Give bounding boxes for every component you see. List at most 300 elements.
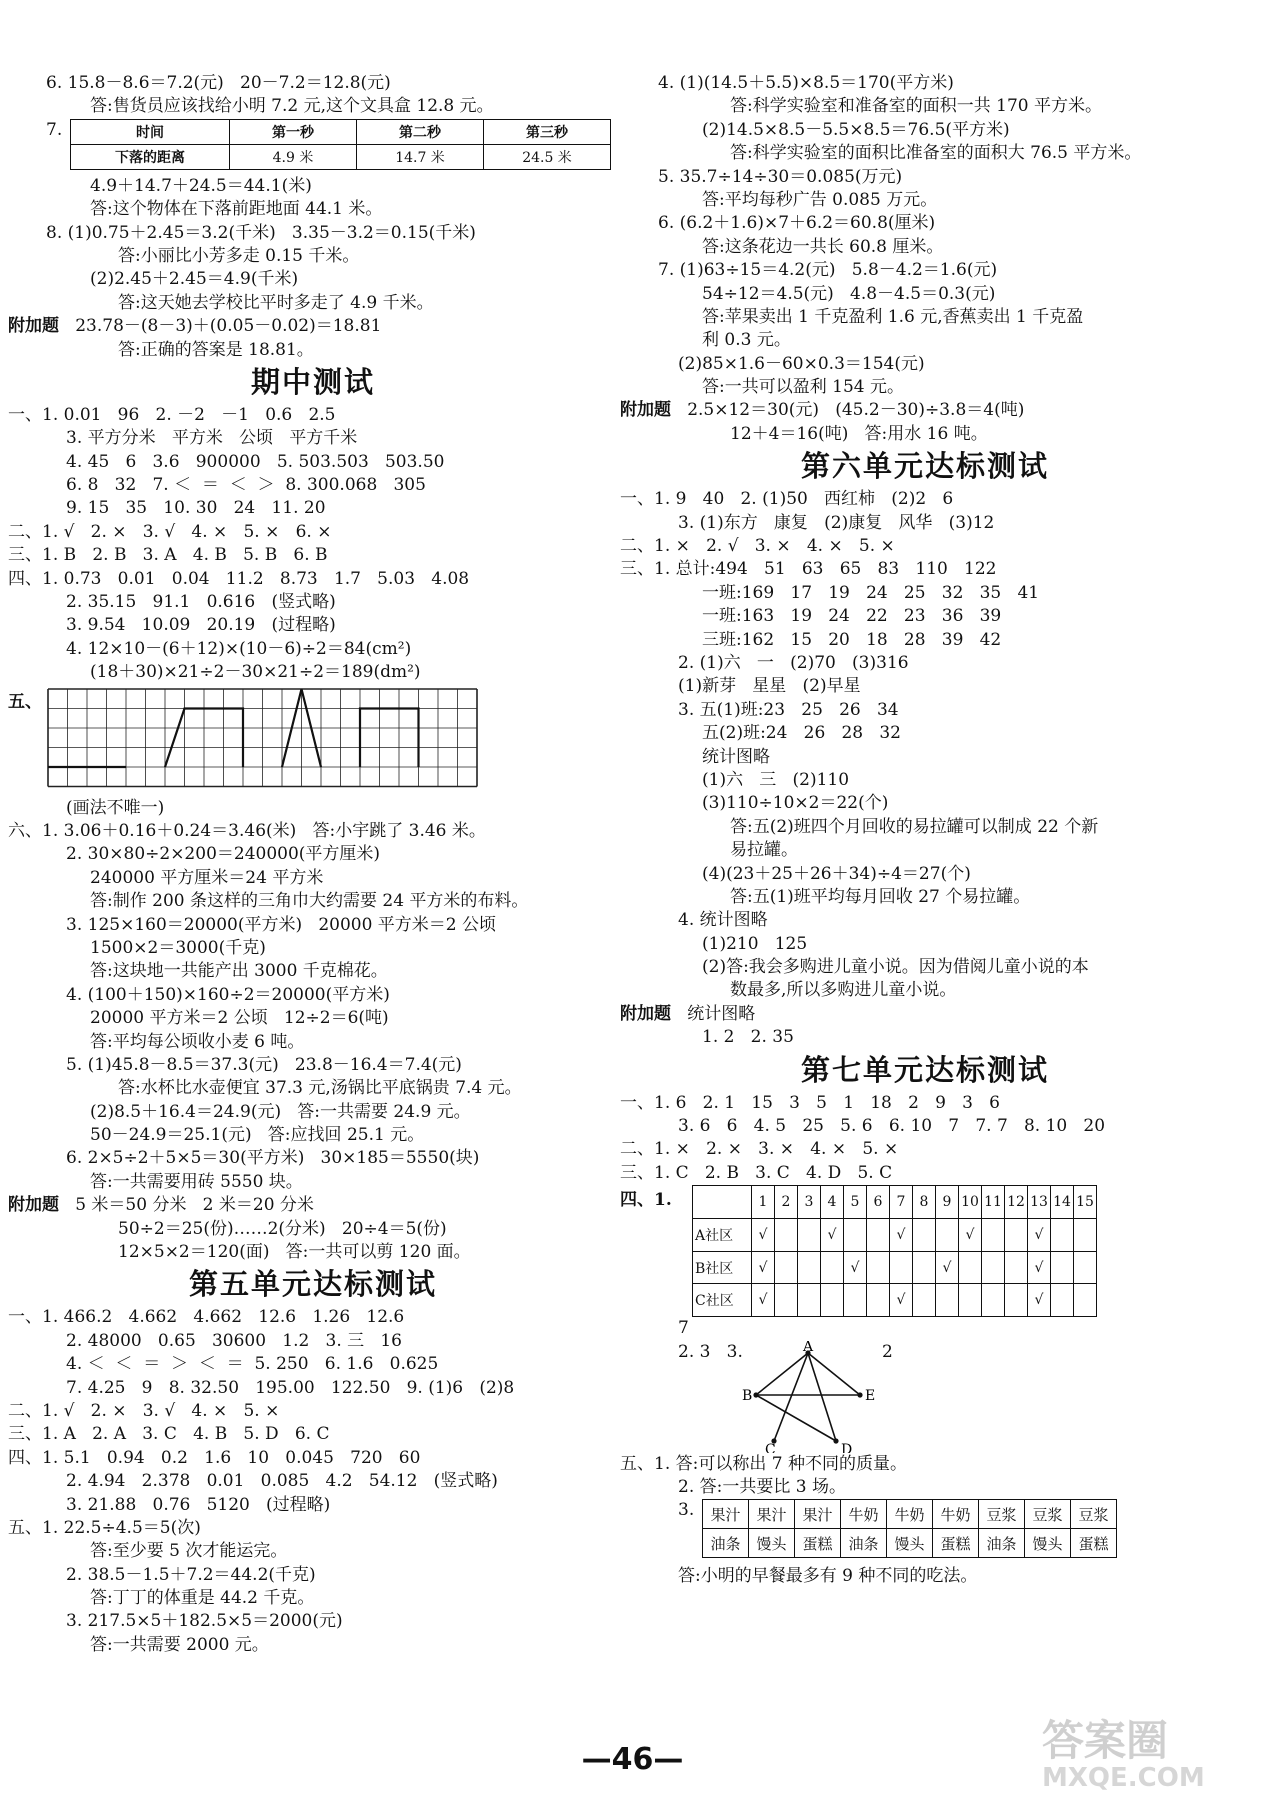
answer-line [620,956,1230,979]
drink-cell: 果汁 [703,1500,749,1529]
food-cell: 油条 [841,1529,887,1558]
community-name-cell: C社区 [693,1284,752,1317]
answer-text: 50÷2＝25(份)……2(分米) 20÷4＝5(份) [118,1218,447,1239]
answer-line [620,259,1230,282]
answer-text: 答:丁丁的体重是 44.2 千克。 [90,1588,315,1609]
answer-line [620,1565,1230,1588]
check-cell [1005,1251,1028,1284]
answer-line [620,376,1230,399]
check-cell [936,1218,959,1251]
table-corner-cell [693,1186,752,1219]
answer-text: 2. 30×80÷2×200＝240000(平方厘米) [66,844,381,865]
drink-cell: 果汁 [795,1500,841,1529]
answer-text: 6. 15.8－8.6＝7.2(元) 20－7.2＝12.8(元) [46,73,391,93]
answer-line [8,268,618,291]
answer-line [620,212,1230,235]
answer-line [620,886,1230,909]
answer-line [8,1470,618,1493]
answer-text: 4. (1)(14.5＋5.5)×8.5＝170(平方米) [658,73,954,93]
check-cell [775,1251,798,1284]
day-header-cell: 2 [775,1186,798,1219]
answer-line [8,175,618,198]
answer-text: 统计图略 [671,1003,756,1024]
answer-line [620,1003,1230,1026]
table-row [693,1218,1097,1251]
answer-line [8,1634,618,1657]
day-header-cell: 12 [1005,1186,1028,1219]
check-cell: √ [1028,1284,1051,1317]
check-cell [798,1251,821,1284]
answer-text: 二、1. × 2. × 3. × 4. × 5. × [620,1139,899,1160]
drink-cell: 牛奶 [933,1500,979,1529]
answer-line [8,614,618,637]
answer-line [620,1115,1230,1138]
left-column [8,72,618,1657]
answer-line [8,521,618,544]
answer-text: 二、1. √ 2. × 3. √ 4. × 5. × [8,1400,280,1421]
answer-text: 四、1. 0.73 0.01 0.04 11.2 8.73 1.7 5.03 4.08 [8,568,470,589]
answer-text: (2)2.45＋2.45＝4.9(千米) [90,269,299,290]
answer-line [620,1162,1230,1185]
section-title: 期中测试 [250,364,375,399]
answer-line [620,535,1230,558]
answer-line [8,1587,618,1610]
answer-line [8,339,618,362]
grid-drawing-row [8,687,618,797]
answer-text: 答:一共需要 2000 元。 [90,1634,269,1655]
answer-line [8,1610,618,1633]
answer-text: 答:售货员应该找给小明 7.2 元,这个文具盒 12.8 元。 [90,96,494,117]
check-cell: √ [890,1218,913,1251]
answer-line [8,95,618,118]
answer-line [620,863,1230,886]
answer-line [8,1171,618,1194]
day-header-cell: 6 [867,1186,890,1219]
answer-text: 答:一共可以盈利 154 元。 [702,377,904,398]
answer-text: 54÷12＝4.5(元) 4.8－4.5＝0.3(元) [702,283,996,304]
answer-text: 答:这块地一共能产出 3000 千克棉花。 [90,961,388,982]
answer-line [8,937,618,960]
answer-line [8,1147,618,1170]
answer-line [620,629,1230,652]
answer-text: 三、1. 总计:494 51 63 65 83 110 122 [620,559,997,580]
section-title: 第五单元达标测试 [188,1267,437,1302]
answer-line [8,1054,618,1077]
graph-node-label: A [803,1340,814,1355]
answer-line [8,1353,618,1376]
answer-text: 一、1. 466.2 4.662 4.662 12.6 1.26 12.6 [8,1307,405,1328]
answer-text: 二、1. √ 2. × 3. √ 4. × 5. × 6. × [8,521,332,542]
answer-text: 答:五(1)班平均每月回收 27 个易拉罐。 [730,886,1031,907]
answer-text: (2)答:我会多购进儿童小说。因为借阅儿童小说的本 [702,957,1089,978]
answer-line [620,839,1230,862]
answer-text: 2. 答:一共要比 3 场。 [678,1476,846,1497]
answer-line [8,497,618,520]
check-cell [844,1284,867,1317]
graph-node-label: D [841,1441,853,1453]
answer-text: 答:至少要 5 次才能运完。 [90,1541,288,1562]
check-cell: √ [936,1251,959,1284]
check-cell: √ [1028,1218,1051,1251]
answer-line [620,582,1230,605]
food-cell: 馒头 [1025,1529,1071,1558]
answer-text: 4. (100＋150)×160÷2＝20000(平方米) [66,984,390,1005]
day-header-cell: 13 [1028,1186,1051,1219]
check-cell [775,1218,798,1251]
answer-text: 三、1. A 2. A 3. C 4. B 5. D 6. C [8,1424,330,1445]
day-header-cell: 8 [913,1186,936,1219]
answer-text: 四、1. 5.1 0.94 0.2 1.6 10 0.045 720 60 [8,1447,421,1468]
answer-text: 二、1. × 2. √ 3. × 4. × 5. × [620,536,895,557]
watermark-top-text: 答案圈 [1042,1716,1169,1765]
right-column [620,72,1230,1589]
check-cell [1074,1218,1097,1251]
breakfast-table-row [620,1499,1230,1565]
answer-line [620,72,1230,95]
answer-line [8,1218,618,1241]
check-cell [982,1251,1005,1284]
answer-line [620,746,1230,769]
drink-cell: 牛奶 [841,1500,887,1529]
answer-text: 4. 45 6 3.6 900000 5. 503.503 503.50 [66,451,445,472]
watermark-logo [1042,1718,1260,1796]
answer-text: 答:科学实验室和准备室的面积一共 170 平方米。 [730,96,1102,117]
community-schedule-row [620,1185,1230,1317]
answer-text: 3. (1)东方 康复 (2)康复 风华 (3)12 [678,512,995,533]
answer-line [620,283,1230,306]
answer-line [8,1194,618,1217]
answer-line [8,1007,618,1030]
answer-line [620,769,1230,792]
answer-text: 2.5×12＝30(元) (45.2－30)÷3.8＝4(吨) [671,400,1025,421]
answer-text: 3. 21.88 0.76 5120 (过程略) [66,1494,331,1515]
answer-line [620,979,1230,1002]
answer-text: 一、1. 9 40 2. (1)50 西红柿 (2)2 6 [620,489,954,510]
answer-text: 12×5×2＝120(面) 答:一共可以剪 120 面。 [118,1242,471,1263]
day-header-cell: 15 [1074,1186,1097,1219]
answer-line [620,699,1230,722]
answer-line [8,591,618,614]
drink-cell: 牛奶 [887,1500,933,1529]
answer-text: 答:这天她去学校比平时多走了 4.9 千米。 [118,292,434,313]
answer-line [8,198,618,221]
graph-node [857,1392,862,1397]
table-row [703,1500,1117,1529]
graph-edge [808,1353,860,1395]
answer-line [8,843,618,866]
answer-line [620,1092,1230,1115]
answer-line [8,1540,618,1563]
check-cell [982,1218,1005,1251]
check-cell: √ [821,1218,844,1251]
day-header-cell: 11 [982,1186,1005,1219]
answer-text: 答:平均每秒广告 0.085 万元。 [702,189,938,210]
check-cell [867,1284,890,1317]
answer-text: 六、1. 3.06＋0.16＋0.24＝3.46(米) 答:小宇跳了 3.46 米。 [8,820,486,841]
answer-text: 一班:169 17 19 24 25 32 35 41 [702,582,1040,603]
answer-line [8,1423,618,1446]
answer-text: 5. (1)45.8－8.5＝37.3(元) 23.8－16.4＝7.4(元) [66,1054,462,1075]
answer-line [620,306,1230,329]
answer-text: 3. 6 6 4. 5 25 5. 6 6. 10 7 7. 7 8. 10 20 [678,1116,1106,1137]
handshake-graph-row [620,1341,1230,1453]
answer-line [620,119,1230,142]
check-cell [959,1284,982,1317]
answer-line [620,933,1230,956]
answer-text: 12＋4＝16(吨) 答:用水 16 吨。 [730,423,988,444]
check-cell [913,1284,936,1317]
answer-line [8,984,618,1007]
day-header-cell: 9 [936,1186,959,1219]
table-row [693,1251,1097,1284]
check-cell [959,1251,982,1284]
answer-text: 5 米＝50 分米 2 米＝20 分米 [59,1195,314,1216]
answer-text: 50－24.9＝25.1(元) 答:应找回 25.1 元。 [90,1125,425,1146]
answer-text: 答:这条花边一共长 60.8 厘米。 [702,236,944,257]
question-number: 7. [46,119,63,140]
answer-text: 2. 48000 0.65 30600 1.2 3. 三 16 [66,1330,402,1351]
graph-node-label: E [865,1387,876,1404]
answer-text: 易拉罐。 [730,840,798,861]
check-cell [798,1284,821,1317]
graph-node [753,1392,758,1397]
answer-text: 1. 2 2. 35 [702,1027,794,1048]
answer-text: 6. 8 32 7. ＜ ＝ ＜ ＞ 8. 300.068 305 [66,475,426,496]
answer-text: 统计图略 [702,746,770,767]
answer-line [8,1031,618,1054]
watermark-bottom-text: MXQE.COM [1042,1763,1205,1793]
page-number: —46— [581,1742,684,1777]
answer-line [8,1241,618,1264]
answer-text: 一、1. 6 2. 1 15 3 5 1 18 2 9 3 6 [620,1092,1000,1113]
answer-text: 利 0.3 元。 [702,330,791,351]
check-cell [936,1284,959,1317]
answer-text: 1500×2＝3000(千克) [90,937,266,958]
answer-text: 三、1. B 2. B 3. A 4. B 5. B 6. B [8,545,328,566]
table-cell: 14.7 米 [357,144,484,169]
answer-line [8,404,618,427]
answer-line [8,245,618,268]
answer-text: (18＋30)×21÷2－30×21÷2＝189(dm²) [90,662,421,683]
answer-line [620,488,1230,511]
answer-line [8,474,618,497]
answer-text: 3. 9.54 10.09 20.19 (过程略) [66,615,336,636]
check-cell [913,1218,936,1251]
check-cell [1051,1251,1074,1284]
answer-line [8,72,618,95]
answer-line [8,820,618,843]
answer-text: 23.78－(8－3)＋(0.05－0.02)＝18.81 [59,316,382,337]
table-row [703,1529,1117,1558]
bonus-question-label: 附加题 [620,400,671,421]
answer-line [620,329,1230,352]
check-cell [867,1218,890,1251]
answer-line [8,315,618,338]
answer-line [8,427,618,450]
table-row [693,1284,1097,1317]
check-cell [821,1251,844,1284]
answer-text: 答:科学实验室的面积比准备室的面积大 76.5 平方米。 [730,143,1142,164]
answer-line [8,1330,618,1353]
drawn-shape-4 [360,708,419,767]
answer-line [8,568,618,591]
check-cell [1005,1284,1028,1317]
answer-text: 五、1. 答:可以称出 7 种不同的质量。 [620,1453,907,1474]
food-cell: 蛋糕 [1071,1529,1117,1558]
answer-text: 8. (1)0.75＋2.45＝3.2(千米) 3.35－3.2＝0.15(千米) [46,222,476,243]
answer-line [620,909,1230,932]
bonus-question-label: 附加题 [8,1195,59,1216]
answer-line [620,512,1230,535]
day-header-cell: 1 [752,1186,775,1219]
table-header-cell: 第三秒 [484,119,611,144]
answer-text: 6. 2×5÷2＋5×5＝30(平方米) 30×185＝5550(块) [66,1148,480,1169]
table-row [71,144,611,169]
answer-line [620,558,1230,581]
answer-line [620,1317,1230,1340]
answer-text: 7 [678,1318,689,1339]
check-cell [1051,1218,1074,1251]
answer-text: 4. 12×10－(6＋12)×(10－6)÷2＝84(cm²) [66,638,412,659]
answer-text: 五、1. 22.5÷4.5＝5(次) [8,1517,201,1538]
day-header-cell: 14 [1051,1186,1074,1219]
answer-text: 五(2)班:24 26 28 32 [702,723,901,744]
answer-line [620,399,1230,422]
answer-line [620,142,1230,165]
answer-text: 一班:163 19 24 22 23 36 39 [702,606,1002,627]
check-cell: √ [752,1284,775,1317]
drink-cell: 豆浆 [979,1500,1025,1529]
answer-line [620,652,1230,675]
answer-line [8,1306,618,1329]
answer-line [8,451,618,474]
answer-text: (2)8.5＋16.4＝24.9(元) 答:一共需要 24.9 元。 [90,1101,471,1122]
answer-text: (1)210 125 [702,933,808,954]
check-cell [1074,1284,1097,1317]
day-header-cell: 10 [959,1186,982,1219]
drink-cell: 豆浆 [1071,1500,1117,1529]
answer-line [8,222,618,245]
question-label: 四、1. [620,1190,672,1211]
answer-text: (3)110÷10×2＝22(个) [702,793,889,814]
answer-text: 答:这个物体在下落前距地面 44.1 米。 [90,199,383,220]
check-cell: √ [752,1251,775,1284]
table-header-cell: 第一秒 [230,119,357,144]
community-schedule-table [692,1185,1097,1317]
answer-text: 答:小丽比小芳多走 0.15 千米。 [118,245,360,266]
answer-text: 一、1. 0.01 96 2. －2 －1 0.6 2.5 [8,404,336,425]
food-cell: 油条 [979,1529,1025,1558]
answer-line [8,797,618,820]
graph-node-label: B [742,1387,753,1404]
check-cell: √ [844,1251,867,1284]
answer-line [620,1138,1230,1161]
check-cell [1051,1284,1074,1317]
food-cell: 油条 [703,1529,749,1558]
handshake-graph [720,1341,920,1453]
answer-text: 答:制作 200 条这样的三角巾大约需要 24 平方米的布料。 [90,891,529,912]
breakfast-combination-table [702,1499,1117,1558]
answer-text: (画法不唯一) [66,797,165,818]
community-name-cell: A社区 [693,1218,752,1251]
check-cell: √ [890,1284,913,1317]
answer-text: 9. 15 35 10. 30 24 11. 20 [66,498,326,519]
drink-cell: 果汁 [749,1500,795,1529]
check-cell [867,1251,890,1284]
answer-line [620,1453,1230,1476]
check-cell [913,1251,936,1284]
check-cell [890,1251,913,1284]
table-cell: 24.5 米 [484,144,611,169]
answer-text: (2)85×1.6－60×0.3＝154(元) [678,353,925,374]
check-cell: √ [1028,1251,1051,1284]
day-header-cell: 5 [844,1186,867,1219]
question-text: 2 [882,1341,893,1362]
graph-node-label: C [765,1441,776,1453]
food-cell: 蛋糕 [933,1529,979,1558]
answer-line [620,423,1230,446]
table-row [71,119,611,144]
answer-line [8,1517,618,1540]
answer-line [8,1377,618,1400]
fall-distance-table [70,119,611,170]
answer-text: 3. 217.5×5＋182.5×5＝2000(元) [66,1611,343,1632]
question-label: 3. [678,1500,695,1521]
answer-text: 答:正确的答案是 18.81。 [118,339,314,360]
answer-line [620,189,1230,212]
check-cell [775,1284,798,1317]
check-cell [821,1284,844,1317]
table-header-cell: 第二秒 [357,119,484,144]
answer-text: 3. 五(1)班:23 25 26 34 [678,699,899,720]
check-cell: √ [752,1218,775,1251]
answer-text: 4. 统计图略 [678,910,768,931]
answer-line [8,1447,618,1470]
graph-node [833,1438,838,1443]
answer-text: (1)新芽 星星 (2)早星 [678,676,861,697]
check-cell [1074,1251,1097,1284]
community-name-cell: B社区 [693,1251,752,1284]
section-label: 五、 [8,691,42,712]
grid-drawing [46,687,501,797]
table-cell: 4.9 米 [230,144,357,169]
answer-text: 答:苹果卖出 1 千克盈利 1.6 元,香蕉卖出 1 千克盈 [702,306,1084,327]
answer-line [8,1564,618,1587]
answer-text: 2. (1)六 一 (2)70 (3)316 [678,652,909,673]
answer-line [8,1101,618,1124]
answer-text: 240000 平方厘米＝24 平方米 [90,867,324,888]
answer-text: 7. (1)63÷15＝4.2(元) 5.8－4.2＝1.6(元) [658,260,998,281]
answer-line [620,236,1230,259]
check-cell [1005,1218,1028,1251]
answer-text: 6. (6.2＋1.6)×7＋6.2＝60.8(厘米) [658,213,936,234]
answer-text: 20000 平方米＝2 公顷 12÷2＝6(吨) [90,1008,389,1029]
table-header-cell: 时间 [71,119,230,144]
answer-text: 5. 35.7÷14÷30＝0.085(万元) [658,166,903,187]
drink-cell: 豆浆 [1025,1500,1071,1529]
answer-text: 答:小明的早餐最多有 9 种不同的吃法。 [678,1566,978,1587]
answer-text: 三、1. C 2. B 3. C 4. D 5. C [620,1162,893,1183]
answer-text: 3. 125×160＝20000(平方米) 20000 平方米＝2 公顷 [66,914,497,935]
check-cell: √ [959,1218,982,1251]
food-cell: 馒头 [749,1529,795,1558]
answer-line [8,1400,618,1423]
answer-text: (1)六 三 (2)110 [702,769,850,790]
answer-line [8,638,618,661]
day-header-cell: 3 [798,1186,821,1219]
answer-line [620,675,1230,698]
table-header-row [693,1186,1097,1219]
